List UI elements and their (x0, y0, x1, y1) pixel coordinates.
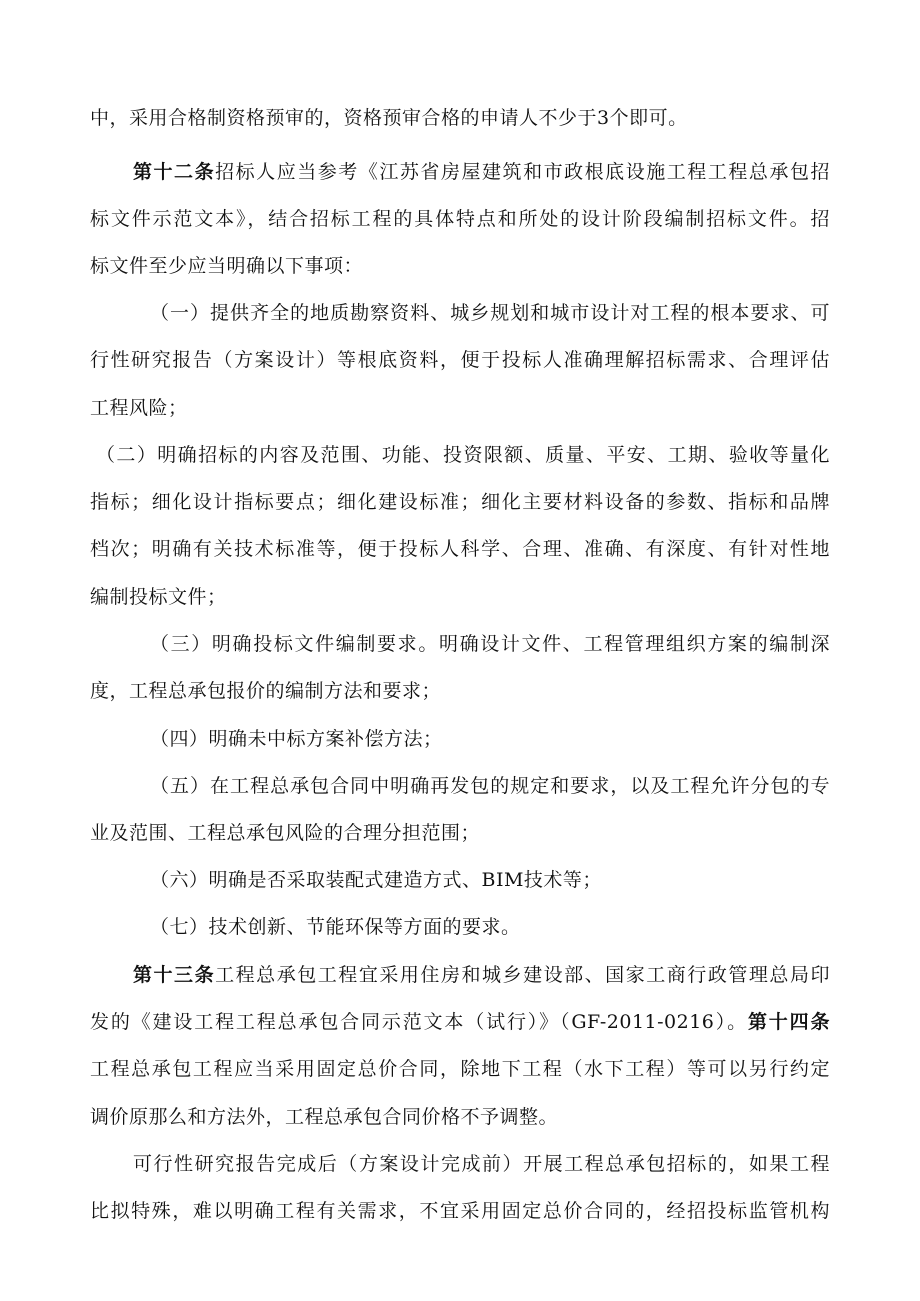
line-text: （二）明确招标的内容及范围、功能、投资限额、质量、平安、工期、验收等量化 (96, 444, 830, 466)
paragraph-line-7 (90, 396, 830, 420)
paragraph-line-13 (90, 679, 830, 703)
line-text: 工程风险； (90, 397, 188, 419)
paragraph-line-10 (90, 537, 830, 561)
line-text: 度，工程总承包报价的编制方法和要求； (90, 680, 442, 702)
line-text: 档次；明确有关技术标准等，便于投标人科学、合理、准确、有深度、有针对性地 (90, 538, 830, 560)
article-14-label: 第十四条 (747, 1011, 830, 1033)
line-text: 可行性研究报告完成后（方案设计完成前）开展工程总承包招标的，如果工程 (133, 1153, 830, 1175)
article-14-heading-line (90, 1010, 830, 1034)
paragraph-line-3 (90, 207, 830, 231)
item-7-line (150, 915, 830, 939)
line-text: 比拟特殊，难以明确工程有关需求，不宜采用固定总价合同的，经招投标监管机构 (90, 1200, 830, 1222)
paragraph-line-1 (90, 106, 830, 130)
line-text: 工程总承包工程应当采用固定总价合同，除地下工程（水下工程）等可以另行约定 (90, 1058, 830, 1080)
paragraph-line-21 (90, 1057, 830, 1081)
item-4-line (150, 727, 830, 751)
item-1-line (150, 301, 830, 325)
line-text: 招标人应当参考《江苏省房屋建筑和市政根底设施工程工程总承包招 (215, 161, 830, 183)
line-text: （一）提供齐全的地质勘察资料、城乡规划和城市设计对工程的根本要求、可 (150, 302, 830, 324)
line-text: （四）明确未中标方案补偿方法； (150, 728, 443, 750)
line-text: （五）在工程总承包合同中明确再发包的规定和要求，以及工程允许分包的专 (150, 775, 830, 797)
line-text: 编制投标文件； (90, 586, 227, 608)
line-text: （六）明确是否采取装配式建造方式、BIM技术等； (150, 869, 602, 891)
paragraph-line-23 (133, 1152, 830, 1176)
paragraph-line-22 (90, 1105, 830, 1129)
line-text: 指标；细化设计指标要点；细化建设标准；细化主要材料设备的参数、指标和品牌 (90, 491, 830, 513)
article-13-label: 第十三条 (133, 964, 216, 986)
article-13-heading-line (133, 963, 830, 987)
line-text: 行性研究报告（方案设计）等根底资料，便于投标人准确理解招标需求、合理评估 (90, 349, 830, 371)
item-5-line (150, 774, 830, 798)
paragraph-line-11 (90, 585, 830, 609)
line-text: 调价原那么和方法外，工程总承包合同价格不予调整。 (90, 1106, 559, 1128)
item-6-line (150, 868, 830, 892)
line-text: 标文件至少应当明确以下事项： (90, 255, 364, 277)
paragraph-line-24 (90, 1199, 830, 1223)
line-text: 业及范围、工程总承包风险的合理分担范围； (90, 822, 481, 844)
line-text: （七）技术创新、节能环保等方面的要求。 (150, 916, 521, 938)
paragraph-line-16 (90, 821, 830, 845)
article-12-heading-line (133, 160, 830, 184)
line-text: 工程总承包工程宜采用住房和城乡建设部、国家工商行政管理总局印 (215, 964, 830, 986)
item-2-line (96, 443, 830, 467)
article-12-label: 第十二条 (133, 161, 216, 183)
paragraph-line-9 (90, 490, 830, 514)
line-text: （三）明确投标文件编制要求。明确设计文件、工程管理组织方案的编制深 (150, 633, 830, 655)
line-text: 发的《建设工程工程总承包合同示范文本（试行）》（GF-2011-0216）。 (90, 1011, 748, 1033)
paragraph-line-4 (90, 254, 830, 278)
line-text: 中，采用合格制资格预审的，资格预审合格的申请人不少于3个即可。 (90, 107, 688, 129)
item-3-line (150, 632, 830, 656)
line-text: 标文件示范文本》，结合招标工程的具体特点和所处的设计阶段编制招标文件。招 (90, 208, 830, 230)
paragraph-line-6 (90, 348, 830, 372)
